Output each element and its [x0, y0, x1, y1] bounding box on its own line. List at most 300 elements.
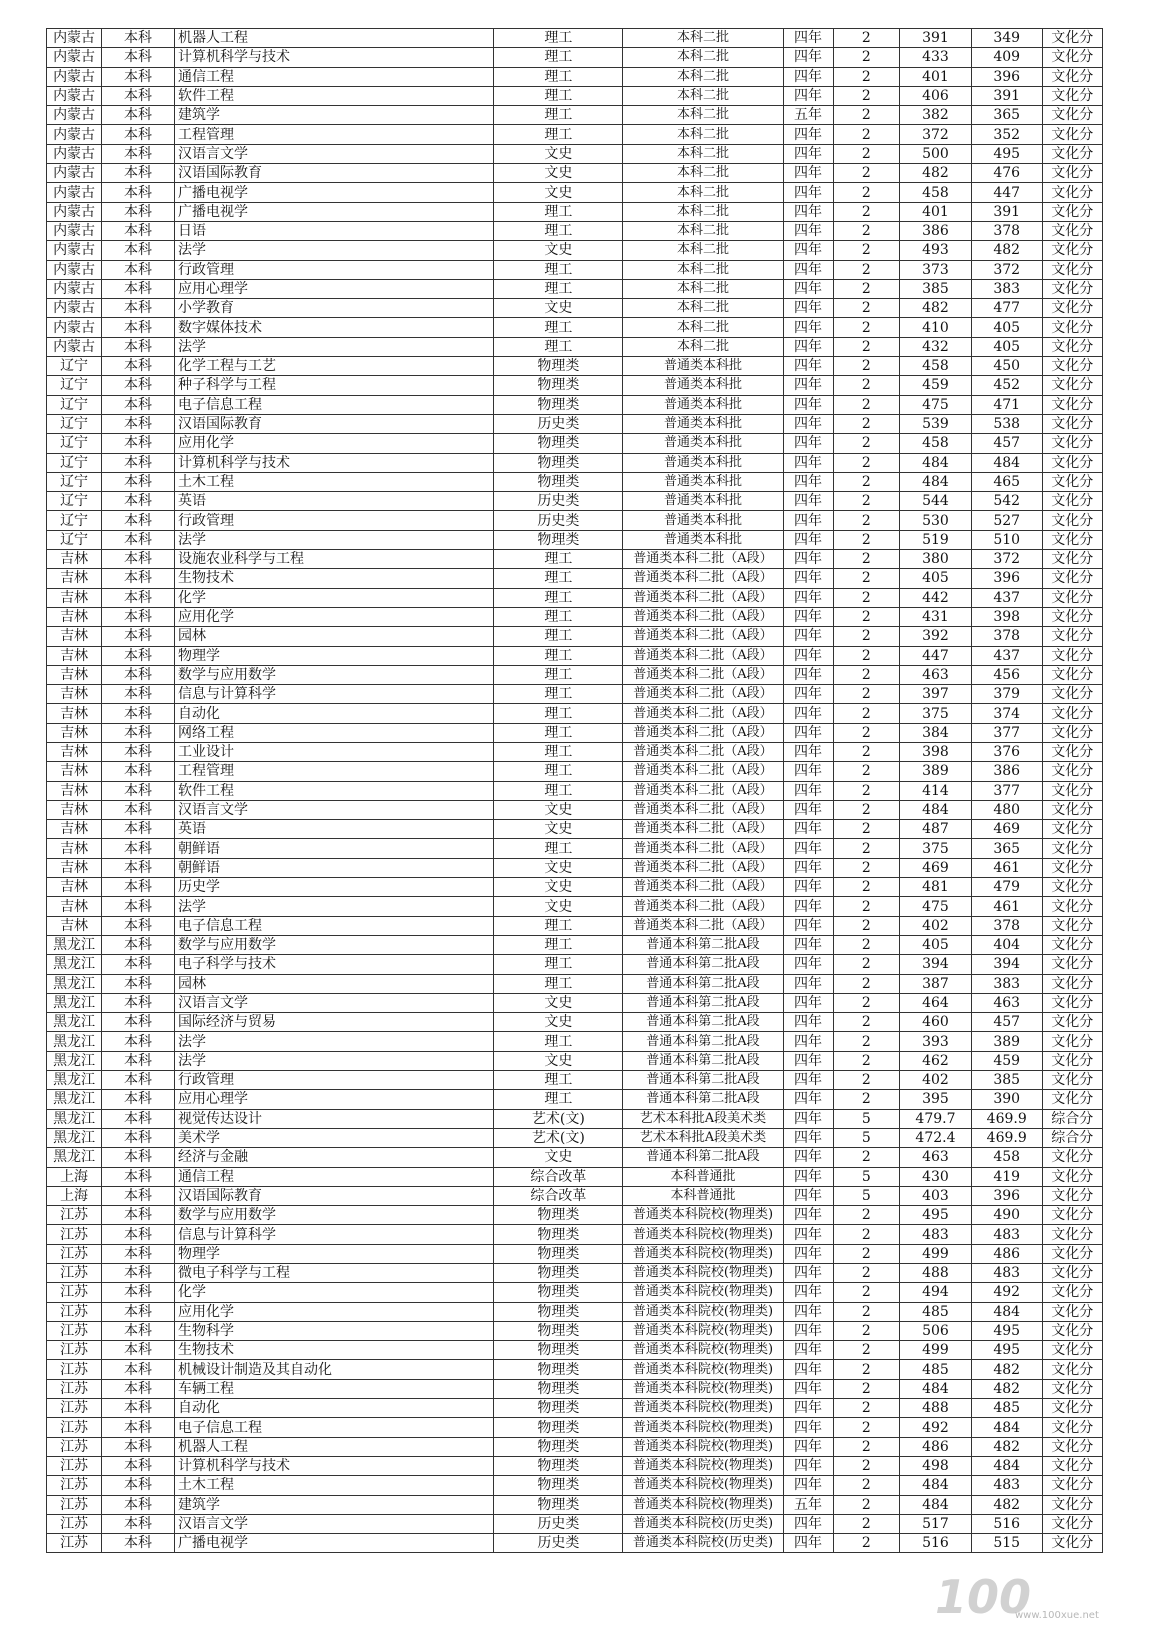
table-row: [47, 993, 1103, 1012]
category-cell: 理工: [494, 704, 623, 723]
count-cell: 2: [833, 1476, 900, 1495]
batch-cell: 普通类本科二批（A段）: [623, 723, 783, 742]
score-type-cell: 文化分: [1042, 897, 1102, 916]
min-score-cell: 459: [971, 1051, 1042, 1070]
level-cell: 本科: [102, 106, 175, 125]
category-cell: 物理类: [494, 1456, 623, 1475]
province-cell: 内蒙古: [47, 106, 102, 125]
min-score-cell: 484: [971, 453, 1042, 472]
level-cell: 本科: [102, 1534, 175, 1553]
province-cell: 内蒙古: [47, 48, 102, 67]
table-row: [47, 183, 1103, 202]
category-cell: 理工: [494, 588, 623, 607]
table-row: [47, 1437, 1103, 1456]
level-cell: 本科: [102, 878, 175, 897]
province-cell: 黑龙江: [47, 1013, 102, 1032]
level-cell: 本科: [102, 241, 175, 260]
level-cell: 本科: [102, 164, 175, 183]
max-score-cell: 463: [900, 665, 972, 684]
duration-cell: 四年: [783, 1476, 833, 1495]
duration-cell: 四年: [783, 1186, 833, 1205]
major-cell: 英语: [174, 492, 493, 511]
major-cell: 历史学: [174, 878, 493, 897]
batch-cell: 普通本科第二批A段: [623, 1032, 783, 1051]
max-score-cell: 397: [900, 685, 972, 704]
level-cell: 本科: [102, 646, 175, 665]
score-type-cell: 文化分: [1042, 241, 1102, 260]
level-cell: 本科: [102, 1071, 175, 1090]
table-row: [47, 1264, 1103, 1283]
duration-cell: 四年: [783, 646, 833, 665]
count-cell: 2: [833, 202, 900, 221]
score-type-cell: 文化分: [1042, 723, 1102, 742]
score-type-cell: 文化分: [1042, 1456, 1102, 1475]
batch-cell: 普通类本科二批（A段）: [623, 665, 783, 684]
score-type-cell: 文化分: [1042, 1090, 1102, 1109]
count-cell: 2: [833, 1495, 900, 1514]
count-cell: 2: [833, 1379, 900, 1398]
batch-cell: 普通类本科院校(物理类): [623, 1283, 783, 1302]
major-cell: 软件工程: [174, 781, 493, 800]
level-cell: 本科: [102, 414, 175, 433]
level-cell: 本科: [102, 1476, 175, 1495]
batch-cell: 艺术本科批A段美术类: [623, 1128, 783, 1147]
score-type-cell: 文化分: [1042, 453, 1102, 472]
count-cell: 2: [833, 916, 900, 935]
score-type-cell: 文化分: [1042, 1206, 1102, 1225]
max-score-cell: 494: [900, 1283, 972, 1302]
level-cell: 本科: [102, 800, 175, 819]
score-type-cell: 文化分: [1042, 492, 1102, 511]
max-score-cell: 386: [900, 221, 972, 240]
count-cell: 2: [833, 221, 900, 240]
category-cell: 理工: [494, 106, 623, 125]
major-cell: 生物技术: [174, 1341, 493, 1360]
province-cell: 内蒙古: [47, 241, 102, 260]
table-row: [47, 221, 1103, 240]
province-cell: 辽宁: [47, 434, 102, 453]
score-type-cell: 文化分: [1042, 762, 1102, 781]
score-type-cell: 文化分: [1042, 1283, 1102, 1302]
count-cell: 2: [833, 125, 900, 144]
major-cell: 园林: [174, 974, 493, 993]
level-cell: 本科: [102, 453, 175, 472]
table-row: [47, 1379, 1103, 1398]
count-cell: 2: [833, 858, 900, 877]
max-score-cell: 499: [900, 1244, 972, 1263]
major-cell: 通信工程: [174, 1167, 493, 1186]
duration-cell: 四年: [783, 221, 833, 240]
batch-cell: 普通类本科批: [623, 511, 783, 530]
count-cell: 2: [833, 607, 900, 626]
category-cell: 理工: [494, 607, 623, 626]
major-cell: 设施农业科学与工程: [174, 550, 493, 569]
table-row: [47, 202, 1103, 221]
level-cell: 本科: [102, 395, 175, 414]
province-cell: 黑龙江: [47, 1032, 102, 1051]
max-score-cell: 405: [900, 569, 972, 588]
batch-cell: 本科普通批: [623, 1167, 783, 1186]
category-cell: 理工: [494, 1090, 623, 1109]
score-type-cell: 文化分: [1042, 1186, 1102, 1205]
level-cell: 本科: [102, 1032, 175, 1051]
watermark-url: www.100xue.net: [1015, 1610, 1099, 1621]
category-cell: 物理类: [494, 530, 623, 549]
score-type-cell: 文化分: [1042, 955, 1102, 974]
category-cell: 理工: [494, 86, 623, 105]
count-cell: 2: [833, 781, 900, 800]
min-score-cell: 352: [971, 125, 1042, 144]
batch-cell: 普通类本科批: [623, 434, 783, 453]
category-cell: 历史类: [494, 511, 623, 530]
min-score-cell: 349: [971, 29, 1042, 48]
min-score-cell: 378: [971, 627, 1042, 646]
min-score-cell: 365: [971, 106, 1042, 125]
batch-cell: 普通类本科院校(物理类): [623, 1244, 783, 1263]
max-score-cell: 384: [900, 723, 972, 742]
max-score-cell: 410: [900, 318, 972, 337]
level-cell: 本科: [102, 144, 175, 163]
max-score-cell: 372: [900, 125, 972, 144]
min-score-cell: 385: [971, 1071, 1042, 1090]
min-score-cell: 383: [971, 974, 1042, 993]
province-cell: 辽宁: [47, 395, 102, 414]
batch-cell: 普通本科第二批A段: [623, 1090, 783, 1109]
province-cell: 吉林: [47, 762, 102, 781]
province-cell: 辽宁: [47, 472, 102, 491]
category-cell: 物理类: [494, 1206, 623, 1225]
max-score-cell: 499: [900, 1341, 972, 1360]
duration-cell: 四年: [783, 1225, 833, 1244]
count-cell: 5: [833, 1109, 900, 1128]
level-cell: 本科: [102, 492, 175, 511]
score-type-cell: 文化分: [1042, 993, 1102, 1012]
province-cell: 江苏: [47, 1476, 102, 1495]
count-cell: 2: [833, 1013, 900, 1032]
category-cell: 理工: [494, 646, 623, 665]
batch-cell: 本科普通批: [623, 1186, 783, 1205]
max-score-cell: 493: [900, 241, 972, 260]
batch-cell: 普通类本科院校(物理类): [623, 1476, 783, 1495]
score-type-cell: 文化分: [1042, 1399, 1102, 1418]
duration-cell: 四年: [783, 1167, 833, 1186]
max-score-cell: 498: [900, 1456, 972, 1475]
level-cell: 本科: [102, 1148, 175, 1167]
min-score-cell: 486: [971, 1244, 1042, 1263]
score-type-cell: 文化分: [1042, 1148, 1102, 1167]
max-score-cell: 485: [900, 1302, 972, 1321]
province-cell: 吉林: [47, 820, 102, 839]
province-cell: 内蒙古: [47, 125, 102, 144]
level-cell: 本科: [102, 1302, 175, 1321]
count-cell: 2: [833, 144, 900, 163]
batch-cell: 本科二批: [623, 279, 783, 298]
major-cell: 法学: [174, 897, 493, 916]
table-row: [47, 1186, 1103, 1205]
score-type-cell: 文化分: [1042, 434, 1102, 453]
category-cell: 文史: [494, 144, 623, 163]
count-cell: 2: [833, 723, 900, 742]
score-type-cell: 文化分: [1042, 742, 1102, 761]
min-score-cell: 372: [971, 550, 1042, 569]
duration-cell: 四年: [783, 1244, 833, 1263]
table-row: [47, 1206, 1103, 1225]
table-row: [47, 1399, 1103, 1418]
category-cell: 历史类: [494, 414, 623, 433]
count-cell: 2: [833, 453, 900, 472]
max-score-cell: 392: [900, 627, 972, 646]
max-score-cell: 488: [900, 1264, 972, 1283]
count-cell: 2: [833, 1148, 900, 1167]
level-cell: 本科: [102, 607, 175, 626]
duration-cell: 四年: [783, 48, 833, 67]
batch-cell: 普通类本科院校(历史类): [623, 1514, 783, 1533]
category-cell: 文史: [494, 183, 623, 202]
max-score-cell: 519: [900, 530, 972, 549]
duration-cell: 四年: [783, 125, 833, 144]
table-row: [47, 1167, 1103, 1186]
level-cell: 本科: [102, 1399, 175, 1418]
min-score-cell: 391: [971, 202, 1042, 221]
max-score-cell: 484: [900, 1476, 972, 1495]
max-score-cell: 486: [900, 1437, 972, 1456]
major-cell: 电子科学与技术: [174, 955, 493, 974]
max-score-cell: 458: [900, 183, 972, 202]
count-cell: 2: [833, 762, 900, 781]
major-cell: 法学: [174, 241, 493, 260]
max-score-cell: 516: [900, 1534, 972, 1553]
max-score-cell: 484: [900, 472, 972, 491]
duration-cell: 四年: [783, 279, 833, 298]
score-type-cell: 文化分: [1042, 1379, 1102, 1398]
major-cell: 数学与应用数学: [174, 665, 493, 684]
max-score-cell: 442: [900, 588, 972, 607]
duration-cell: 四年: [783, 704, 833, 723]
min-score-cell: 437: [971, 588, 1042, 607]
min-score-cell: 391: [971, 86, 1042, 105]
category-cell: 物理类: [494, 434, 623, 453]
province-cell: 吉林: [47, 916, 102, 935]
min-score-cell: 450: [971, 357, 1042, 376]
duration-cell: 四年: [783, 1321, 833, 1340]
duration-cell: 四年: [783, 67, 833, 86]
table-row: [47, 1283, 1103, 1302]
level-cell: 本科: [102, 1456, 175, 1475]
province-cell: 江苏: [47, 1399, 102, 1418]
major-cell: 汉语国际教育: [174, 1186, 493, 1205]
table-row: [47, 318, 1103, 337]
category-cell: 物理类: [494, 1360, 623, 1379]
count-cell: 2: [833, 1360, 900, 1379]
category-cell: 理工: [494, 67, 623, 86]
level-cell: 本科: [102, 1264, 175, 1283]
duration-cell: 四年: [783, 1418, 833, 1437]
province-cell: 内蒙古: [47, 318, 102, 337]
batch-cell: 普通类本科二批（A段）: [623, 627, 783, 646]
score-type-cell: 文化分: [1042, 1302, 1102, 1321]
count-cell: 2: [833, 1283, 900, 1302]
province-cell: 上海: [47, 1167, 102, 1186]
category-cell: 艺术(文): [494, 1128, 623, 1147]
min-score-cell: 482: [971, 241, 1042, 260]
table-row: [47, 742, 1103, 761]
count-cell: 5: [833, 1128, 900, 1147]
min-score-cell: 495: [971, 144, 1042, 163]
province-cell: 内蒙古: [47, 299, 102, 318]
duration-cell: 四年: [783, 550, 833, 569]
count-cell: 2: [833, 357, 900, 376]
level-cell: 本科: [102, 723, 175, 742]
count-cell: 2: [833, 164, 900, 183]
level-cell: 本科: [102, 1514, 175, 1533]
max-score-cell: 433: [900, 48, 972, 67]
batch-cell: 本科二批: [623, 48, 783, 67]
batch-cell: 本科二批: [623, 299, 783, 318]
count-cell: 2: [833, 260, 900, 279]
score-type-cell: 文化分: [1042, 935, 1102, 954]
count-cell: 2: [833, 395, 900, 414]
max-score-cell: 380: [900, 550, 972, 569]
level-cell: 本科: [102, 916, 175, 935]
count-cell: 2: [833, 800, 900, 819]
major-cell: 微电子科学与工程: [174, 1264, 493, 1283]
level-cell: 本科: [102, 472, 175, 491]
duration-cell: 四年: [783, 202, 833, 221]
count-cell: 2: [833, 742, 900, 761]
major-cell: 自动化: [174, 704, 493, 723]
major-cell: 小学教育: [174, 299, 493, 318]
duration-cell: 四年: [783, 492, 833, 511]
batch-cell: 普通类本科二批（A段）: [623, 704, 783, 723]
count-cell: 2: [833, 434, 900, 453]
score-type-cell: 文化分: [1042, 974, 1102, 993]
level-cell: 本科: [102, 376, 175, 395]
score-type-cell: 文化分: [1042, 820, 1102, 839]
min-score-cell: 452: [971, 376, 1042, 395]
province-cell: 黑龙江: [47, 1071, 102, 1090]
max-score-cell: 395: [900, 1090, 972, 1109]
duration-cell: 四年: [783, 1437, 833, 1456]
category-cell: 文史: [494, 1051, 623, 1070]
duration-cell: 四年: [783, 1148, 833, 1167]
count-cell: 2: [833, 1437, 900, 1456]
count-cell: 2: [833, 492, 900, 511]
count-cell: 2: [833, 1302, 900, 1321]
min-score-cell: 461: [971, 858, 1042, 877]
max-score-cell: 375: [900, 839, 972, 858]
min-score-cell: 482: [971, 1360, 1042, 1379]
category-cell: 文史: [494, 1013, 623, 1032]
duration-cell: 四年: [783, 1128, 833, 1147]
category-cell: 文史: [494, 299, 623, 318]
site-watermark: [935, 1570, 1135, 1630]
major-cell: 美术学: [174, 1128, 493, 1147]
duration-cell: 四年: [783, 1051, 833, 1070]
score-type-cell: 文化分: [1042, 299, 1102, 318]
score-type-cell: 文化分: [1042, 839, 1102, 858]
batch-cell: 普通类本科二批（A段）: [623, 858, 783, 877]
duration-cell: 四年: [783, 318, 833, 337]
province-cell: 吉林: [47, 781, 102, 800]
min-score-cell: 484: [971, 1456, 1042, 1475]
max-score-cell: 387: [900, 974, 972, 993]
min-score-cell: 386: [971, 762, 1042, 781]
score-type-cell: 文化分: [1042, 607, 1102, 626]
batch-cell: 普通类本科院校(物理类): [623, 1418, 783, 1437]
duration-cell: 四年: [783, 337, 833, 356]
category-cell: 理工: [494, 569, 623, 588]
major-cell: 广播电视学: [174, 202, 493, 221]
province-cell: 辽宁: [47, 376, 102, 395]
count-cell: 2: [833, 1514, 900, 1533]
duration-cell: 四年: [783, 685, 833, 704]
min-score-cell: 483: [971, 1264, 1042, 1283]
category-cell: 物理类: [494, 453, 623, 472]
max-score-cell: 401: [900, 67, 972, 86]
count-cell: 2: [833, 48, 900, 67]
major-cell: 化学: [174, 1283, 493, 1302]
max-score-cell: 500: [900, 144, 972, 163]
level-cell: 本科: [102, 1321, 175, 1340]
min-score-cell: 437: [971, 646, 1042, 665]
max-score-cell: 393: [900, 1032, 972, 1051]
count-cell: 2: [833, 627, 900, 646]
level-cell: 本科: [102, 67, 175, 86]
score-type-cell: 文化分: [1042, 260, 1102, 279]
category-cell: 物理类: [494, 1341, 623, 1360]
province-cell: 江苏: [47, 1264, 102, 1283]
category-cell: 物理类: [494, 1321, 623, 1340]
category-cell: 理工: [494, 48, 623, 67]
major-cell: 日语: [174, 221, 493, 240]
category-cell: 物理类: [494, 1418, 623, 1437]
min-score-cell: 404: [971, 935, 1042, 954]
level-cell: 本科: [102, 1283, 175, 1302]
level-cell: 本科: [102, 1225, 175, 1244]
major-cell: 朝鲜语: [174, 858, 493, 877]
category-cell: 理工: [494, 29, 623, 48]
score-type-cell: 文化分: [1042, 1534, 1102, 1553]
max-score-cell: 484: [900, 1379, 972, 1398]
score-type-cell: 文化分: [1042, 202, 1102, 221]
duration-cell: 四年: [783, 1379, 833, 1398]
duration-cell: 四年: [783, 1399, 833, 1418]
batch-cell: 本科二批: [623, 125, 783, 144]
max-score-cell: 462: [900, 1051, 972, 1070]
table-row: [47, 1013, 1103, 1032]
batch-cell: 普通类本科批: [623, 395, 783, 414]
level-cell: 本科: [102, 627, 175, 646]
min-score-cell: 479: [971, 878, 1042, 897]
count-cell: 2: [833, 550, 900, 569]
major-cell: 种子科学与工程: [174, 376, 493, 395]
min-score-cell: 469.9: [971, 1109, 1042, 1128]
province-cell: 吉林: [47, 897, 102, 916]
max-score-cell: 484: [900, 800, 972, 819]
max-score-cell: 464: [900, 993, 972, 1012]
score-type-cell: 文化分: [1042, 86, 1102, 105]
major-cell: 化学: [174, 588, 493, 607]
province-cell: 黑龙江: [47, 974, 102, 993]
table-row: [47, 646, 1103, 665]
duration-cell: 四年: [783, 1360, 833, 1379]
count-cell: 2: [833, 414, 900, 433]
count-cell: 2: [833, 1032, 900, 1051]
count-cell: 2: [833, 183, 900, 202]
score-type-cell: 文化分: [1042, 279, 1102, 298]
count-cell: 2: [833, 318, 900, 337]
duration-cell: 四年: [783, 627, 833, 646]
